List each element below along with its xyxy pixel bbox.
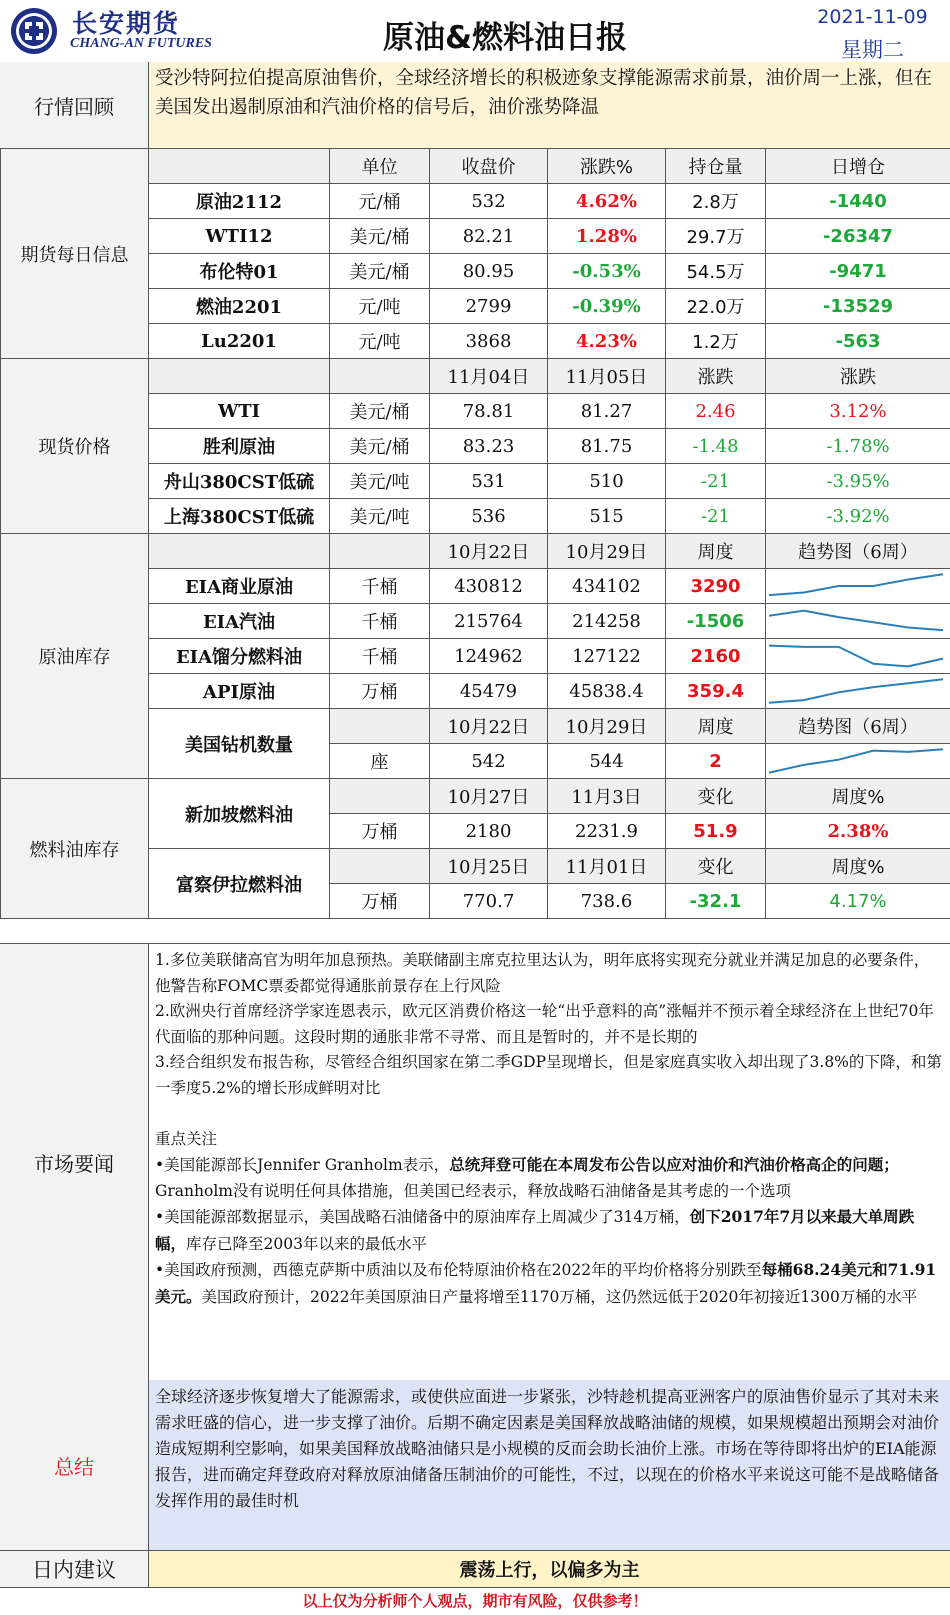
- futures-change: 4.23%: [548, 324, 666, 359]
- focus-item: [155, 1152, 944, 1204]
- singapore-prev: 2180: [430, 814, 548, 849]
- crude-header-blank: [330, 534, 430, 569]
- crude-change: 3290: [666, 569, 766, 604]
- spot-change-pct: -3.95%: [766, 464, 950, 499]
- sparkline-svg: [766, 640, 946, 672]
- report-title: 原油&燃料油日报: [382, 20, 628, 56]
- spot-header-row: [1, 359, 950, 394]
- spot-label: 现货价格: [1, 359, 149, 534]
- rig-header-trend: 趋势图（6周）: [766, 709, 950, 744]
- singapore-header-weekly-pct: 周度%: [766, 779, 950, 814]
- sparkline-line: [769, 574, 943, 595]
- spot-header-date-curr: 11月05日: [548, 359, 666, 394]
- focus-text: •美国能源部数据显示，美国战略石油储备中的原油库存上周减少了314万桶，: [155, 1208, 690, 1226]
- fujairah-name: 富察伊拉燃料油: [149, 849, 330, 919]
- news-label: 市场要闻: [0, 944, 149, 1380]
- futures-close: 532: [430, 184, 548, 219]
- spot-prev: 536: [430, 499, 548, 534]
- futures-header-unit: 单位: [330, 149, 430, 184]
- futures-daily: -1440: [766, 184, 950, 219]
- futures-daily: -26347: [766, 219, 950, 254]
- futures-unit: 美元/桶: [330, 254, 430, 289]
- futures-unit: 元/吨: [330, 289, 430, 324]
- spot-change-pct: -3.92%: [766, 499, 950, 534]
- spot-header-blank: [330, 359, 430, 394]
- singapore-change-pct: 2.38%: [766, 814, 950, 849]
- fujairah-header-weekly-pct: 周度%: [766, 849, 950, 884]
- crude-curr: 434102: [548, 569, 666, 604]
- spot-change: 2.46: [666, 394, 766, 429]
- logo-chinese-name: 长安期货: [72, 9, 181, 38]
- crude-unit: 万桶: [330, 674, 430, 709]
- crude-trend-sparkline: [766, 639, 950, 674]
- spot-prev: 531: [430, 464, 548, 499]
- spot-header-change-pct: 涨跌: [766, 359, 950, 394]
- spot-curr: 81.75: [548, 429, 666, 464]
- futures-name: Lu2201: [149, 324, 330, 359]
- crude-header-date-prev: 10月22日: [430, 534, 548, 569]
- futures-unit: 元/桶: [330, 184, 430, 219]
- futures-name: 燃油2201: [149, 289, 330, 324]
- futures-change: 4.62%: [548, 184, 666, 219]
- crude-name: EIA商业原油: [149, 569, 330, 604]
- report-date: 2021-11-09: [817, 6, 928, 28]
- futures-oi: 1.2万: [666, 324, 766, 359]
- spot-name: 胜利原油: [149, 429, 330, 464]
- futures-header-blank: [149, 149, 330, 184]
- crude-prev: 430812: [430, 569, 548, 604]
- rig-curr: 544: [548, 744, 666, 779]
- summary-text: 全球经济逐步恢复增大了能源需求，或使供应面进一步紧张，沙特趁机提高亚洲客户的原油售价显示了其对未来需求旺盛的信心，进一步支撑了油价。后期不确定因素是美国释放战略油储的规模，如果规模超出预期会对油价造成短期利空影响，如果美国释放战略油储只是小规模的反而会助长油价上涨。市场在等待即将出炉的EIA能源报告，进而确定拜登政府对释放原油储备压制油价的可能性，不过，以现在的价格水平来说这可能不是战略储备发挥作用的最佳时机: [149, 1380, 950, 1550]
- advice-label: 日内建议: [0, 1551, 149, 1587]
- crude-header-weekly: 周度: [666, 534, 766, 569]
- news-spacer: [155, 1101, 944, 1127]
- futures-close: 80.95: [430, 254, 548, 289]
- fujairah-header-change: 变化: [666, 849, 766, 884]
- crude-prev: 45479: [430, 674, 548, 709]
- summary-label: 总结: [0, 1380, 149, 1550]
- futures-change: 1.28%: [548, 219, 666, 254]
- futures-name: 布伦特01: [149, 254, 330, 289]
- news-item: 3.经合组织发布报告称，尽管经合组织国家在第二季GDP呈现增长，但是家庭真实收入却出现了3.8%的下降，和第一季度5.2%的增长形成鲜明对比: [155, 1053, 942, 1097]
- crude-header-blank: [149, 534, 330, 569]
- spot-name: 舟山380CST低硫: [149, 464, 330, 499]
- crude-curr: 45838.4: [548, 674, 666, 709]
- fujairah-prev: 770.7: [430, 884, 548, 919]
- futures-oi: 29.7万: [666, 219, 766, 254]
- crude-change: 2160: [666, 639, 766, 674]
- advice-text: 震荡上行，以偏多为主: [149, 1551, 950, 1587]
- crude-prev: 215764: [430, 604, 548, 639]
- futures-close: 82.21: [430, 219, 548, 254]
- spot-header-blank: [149, 359, 330, 394]
- singapore-header-date-prev: 10月27日: [430, 779, 548, 814]
- rig-header-weekly: 周度: [666, 709, 766, 744]
- sparkline-line: [769, 679, 943, 702]
- futures-oi: 54.5万: [666, 254, 766, 289]
- futures-header-row: [1, 149, 950, 184]
- summary-section: [0, 1380, 950, 1551]
- futures-unit: 美元/桶: [330, 219, 430, 254]
- spot-change: -1.48: [666, 429, 766, 464]
- futures-oi: 22.0万: [666, 289, 766, 324]
- futures-change: -0.39%: [548, 289, 666, 324]
- futures-unit: 元/吨: [330, 324, 430, 359]
- singapore-header-change: 变化: [666, 779, 766, 814]
- singapore-unit: 万桶: [330, 814, 430, 849]
- futures-daily: -13529: [766, 289, 950, 324]
- spot-change: -21: [666, 464, 766, 499]
- rig-name: 美国钻机数量: [149, 709, 330, 779]
- focus-highlight: 总统拜登可能在本周发布公告以应对油价和汽油价格高企的问题；: [449, 1155, 899, 1174]
- focus-highlight: 创下2017年7月以来最大单周跌幅，: [155, 1207, 915, 1253]
- crude-name: API原油: [149, 674, 330, 709]
- review-text: 受沙特阿拉伯提高原油售价，全球经济增长的积极迹象支撑能源需求前景，油价周一上涨，但在美国发出遏制原油和汽油价格的信号后，油价涨势降温: [149, 62, 950, 148]
- fujairah-unit: 万桶: [330, 884, 430, 919]
- futures-close: 3868: [430, 324, 548, 359]
- focus-text: Granholm没有说明任何具体措施，但美国已经表示，释放战略石油储备是其考虑的一个选项: [155, 1181, 791, 1200]
- focus-text: •美国能源部长Jennifer Granholm表示，: [155, 1156, 450, 1174]
- spot-unit: 美元/桶: [330, 429, 430, 464]
- fuel-inventory-label: 燃料油库存: [1, 779, 149, 919]
- crude-prev: 124962: [430, 639, 548, 674]
- spot-change-pct: 3.12%: [766, 394, 950, 429]
- spot-name: WTI: [149, 394, 330, 429]
- singapore-curr: 2231.9: [548, 814, 666, 849]
- singapore-header-date-curr: 11月3日: [548, 779, 666, 814]
- spot-curr: 515: [548, 499, 666, 534]
- rig-unit: 座: [330, 744, 430, 779]
- singapore-name: 新加坡燃料油: [149, 779, 330, 849]
- futures-name: 原油2112: [149, 184, 330, 219]
- focus-title: 重点关注: [155, 1129, 218, 1148]
- spot-change: -21: [666, 499, 766, 534]
- spot-change-pct: -1.78%: [766, 429, 950, 464]
- crude-change: 359.4: [666, 674, 766, 709]
- crude-trend-sparkline: [766, 604, 950, 639]
- focus-text: 美国政府预计，2022年美国原油日产量将增至1170万桶，这仍然远低于2020年初接近1300万桶的水平: [201, 1287, 918, 1306]
- focus-text: 库存已降至2003年以来的最低水平: [186, 1234, 427, 1253]
- rig-header-blank: [330, 709, 430, 744]
- futures-close: 2799: [430, 289, 548, 324]
- crude-unit: 千桶: [330, 639, 430, 674]
- data-table: [0, 148, 950, 919]
- rig-change: 2: [666, 744, 766, 779]
- spot-unit: 美元/吨: [330, 464, 430, 499]
- rig-header-date-curr: 10月29日: [548, 709, 666, 744]
- crude-unit: 千桶: [330, 604, 430, 639]
- rig-header-date-prev: 10月22日: [430, 709, 548, 744]
- spot-unit: 美元/吨: [330, 499, 430, 534]
- crude-change: -1506: [666, 604, 766, 639]
- news-section: [0, 943, 950, 1381]
- sparkline-svg: [766, 675, 946, 707]
- crude-header-date-curr: 10月29日: [548, 534, 666, 569]
- spot-unit: 美元/桶: [330, 394, 430, 429]
- futures-header-daily: 日增仓: [766, 149, 950, 184]
- sparkline-svg: [766, 605, 946, 637]
- spot-header-date-prev: 11月04日: [430, 359, 548, 394]
- spot-prev: 83.23: [430, 429, 548, 464]
- review-section: [0, 62, 950, 149]
- singapore-header-blank: [330, 779, 430, 814]
- futures-oi: 2.8万: [666, 184, 766, 219]
- fujairah-change-pct: 4.17%: [766, 884, 950, 919]
- singapore-change: 51.9: [666, 814, 766, 849]
- sparkline-line: [769, 646, 943, 667]
- fujairah-header-date-prev: 10月25日: [430, 849, 548, 884]
- crude-trend-sparkline: [766, 569, 950, 604]
- futures-header-change: 涨跌%: [548, 149, 666, 184]
- report-header: [0, 0, 950, 63]
- disclaimer: 以上仅为分析师个人观点，期市有风险，仅供参考！: [302, 1592, 648, 1610]
- crude-name: EIA馏分燃料油: [149, 639, 330, 674]
- company-logo-icon: [9, 6, 59, 56]
- sparkline-svg: [766, 570, 946, 602]
- news-item: 2.欧洲央行首席经济学家连恩表示，欧元区消费价格这一轮“出乎意料的高”涨幅并不预示着全球经济在上世纪70年代面临的那种问题。这段时期的通胀非常不寻常、而且是暂时的，并不是长期的: [155, 1002, 934, 1046]
- report-weekday: 星期二: [841, 38, 904, 62]
- futures-change: -0.53%: [548, 254, 666, 289]
- fujairah-header-blank: [330, 849, 430, 884]
- spot-prev: 78.81: [430, 394, 548, 429]
- fujairah-header-date-curr: 11月01日: [548, 849, 666, 884]
- sparkline-svg: [766, 745, 946, 777]
- fujairah-curr: 738.6: [548, 884, 666, 919]
- futures-header-close: 收盘价: [430, 149, 548, 184]
- futures-daily: -563: [766, 324, 950, 359]
- logo-english-name: CHANG-AN FUTURES: [70, 36, 212, 51]
- focus-text: •美国政府预测，西德克萨斯中质油以及布伦特原油价格在2022年的平均价格将分别跌至: [155, 1261, 762, 1279]
- focus-highlight: 每桶68.24美元和71.91美元。: [155, 1260, 937, 1306]
- review-label: 行情回顾: [0, 62, 149, 148]
- crude-inventory-label: 原油库存: [1, 534, 149, 779]
- spot-header-change: 涨跌: [666, 359, 766, 394]
- crude-header-row: [1, 534, 950, 569]
- futures-label: 期货每日信息: [1, 149, 149, 359]
- news-content: [149, 944, 950, 1380]
- spot-curr: 510: [548, 464, 666, 499]
- crude-curr: 127122: [548, 639, 666, 674]
- crude-unit: 千桶: [330, 569, 430, 604]
- crude-header-trend: 趋势图（6周）: [766, 534, 950, 569]
- spot-curr: 81.27: [548, 394, 666, 429]
- crude-curr: 214258: [548, 604, 666, 639]
- futures-header-oi: 持仓量: [666, 149, 766, 184]
- spot-name: 上海380CST低硫: [149, 499, 330, 534]
- news-item: 1.多位美联储高官为明年加息预热。美联储副主席克拉里达认为，明年底将实现充分就业并满足加息的必要条件，他警告称FOMC票委都觉得通胀前景存在上行风险: [155, 951, 930, 995]
- futures-name: WTI12: [149, 219, 330, 254]
- rig-prev: 542: [430, 744, 548, 779]
- advice-section: [0, 1551, 950, 1588]
- crude-trend-sparkline: [766, 674, 950, 709]
- focus-item: [155, 1257, 944, 1310]
- singapore-header-row: [1, 779, 950, 814]
- futures-daily: -9471: [766, 254, 950, 289]
- sparkline-line: [769, 749, 943, 772]
- crude-name: EIA汽油: [149, 604, 330, 639]
- fujairah-change: -32.1: [666, 884, 766, 919]
- focus-item: [155, 1204, 944, 1257]
- rig-trend-sparkline: [766, 744, 950, 779]
- sparkline-line: [769, 611, 943, 631]
